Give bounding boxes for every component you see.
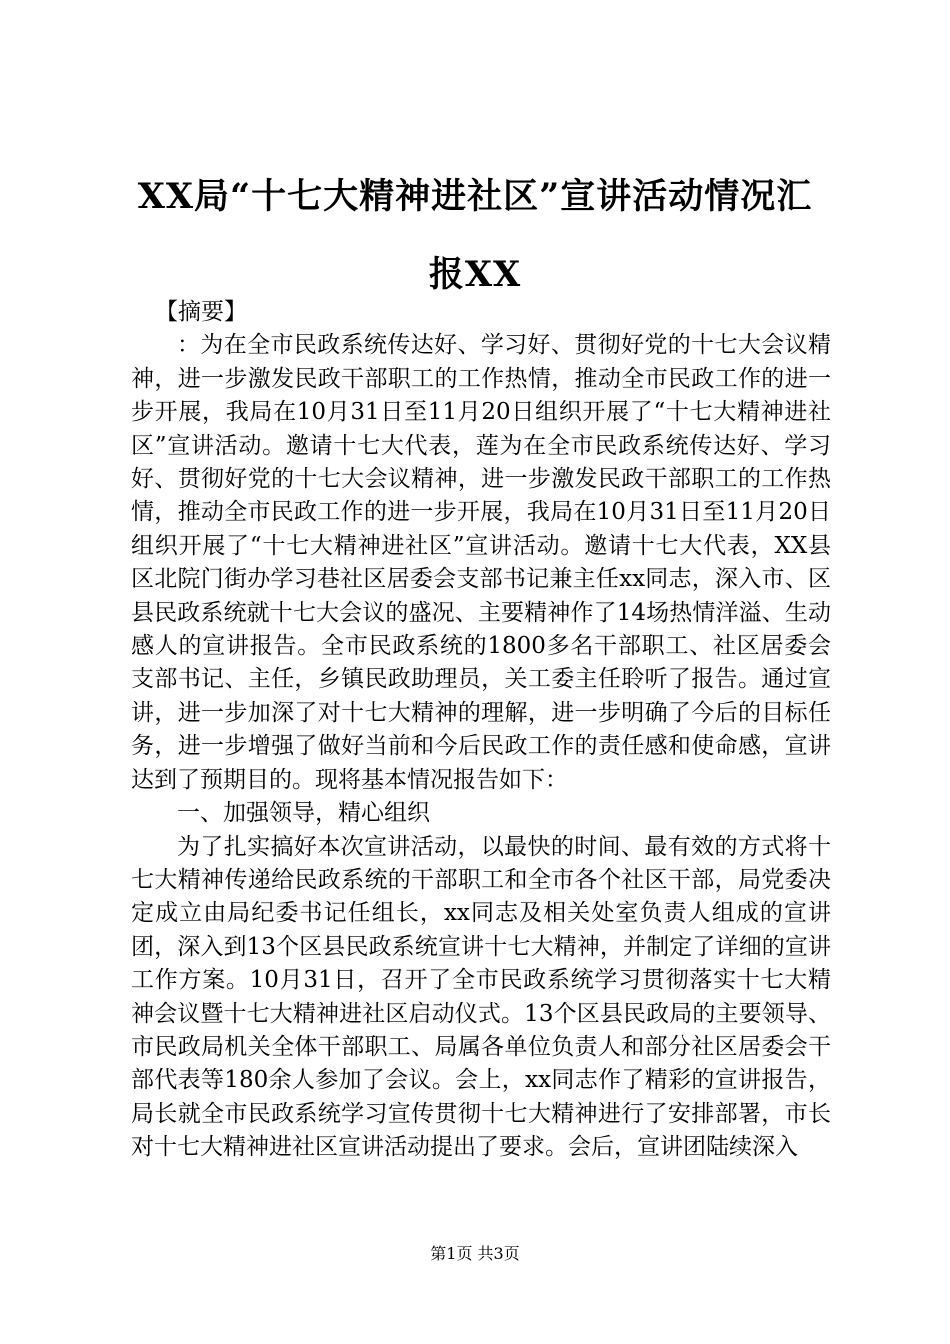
page-footer: 第1页 共3页 xyxy=(430,1244,520,1263)
document-title xyxy=(60,158,890,314)
section-heading: 一、加强领导，精心组织 xyxy=(177,800,430,827)
abstract-label: 【摘要】 xyxy=(155,299,247,325)
title-line-1: XX局“十七大精神进社区”宣讲活动情况汇 xyxy=(137,176,813,217)
title-line-2: 报XX xyxy=(428,254,522,295)
document-body xyxy=(131,296,831,1165)
abstract-paragraph: ：为在全市民政系统传达好、学习好、贯彻好党的十七大会议精神，进一步激发民政干部职工的工作热情，推动全市民政工作的进一步开展，我局在10月31日至11月20日组织开展了“十七大精神进社区”宣讲活动。邀请十七大代表，莲为在全市民政系统传达好、学习好、贯彻好党的十七大会议精神，进一步激发民政干部职工的工作热情，推动全市民政工作的进一步开展，我局在10月31日至11月20日组织开展了“十七大精神进社区”宣讲活动。邀请十七大代表，XX县区北院门街办学习巷社区居委会支部书记兼主任xx同志，深入市、区县民政系统就十七大会议的盛况、主要精神作了14场热情洋溢、生动感人的宣讲报告。全市民政系统的1800多名干部职工、社区居委会支部书记、主任，乡镇民政助理员，关工委主任聆听了报告。通过宣讲，进一步加深了对十七大精神的理解，进一步明确了今后的目标任务，进一步增强了做好当前和今后民政工作的责任感和使命感，宣讲达到了预期目的。现将基本情况报告如下： xyxy=(131,332,831,793)
body-paragraph: 为了扎实搞好本次宣讲活动，以最快的时间、最有效的方式将十七大精神传递给民政系统的干部职工和全市各个社区干部，局党委决定成立由局纪委书记任组长，xx同志及相关处室负责人组成的宣讲团，深入到13个区县民政系统宣讲十七大精神，并制定了详细的宣讲工作方案。10月31日，召开了全市民政系统学习贯彻落实十七大精神会议暨十七大精神进社区启动仪式。13个区县民政局的主要领导、市民政局机关全体干部职工、局属各单位负责人和部分社区居委会干部代表等180余人参加了会议。会上，xx同志作了精彩的宣讲报告，局长就全市民政系统学习宣传贯彻十七大精神进行了安排部署，市长对十七大精神进社区宣讲活动提出了要求。会后，宣讲团陆续深入 xyxy=(131,833,831,1161)
